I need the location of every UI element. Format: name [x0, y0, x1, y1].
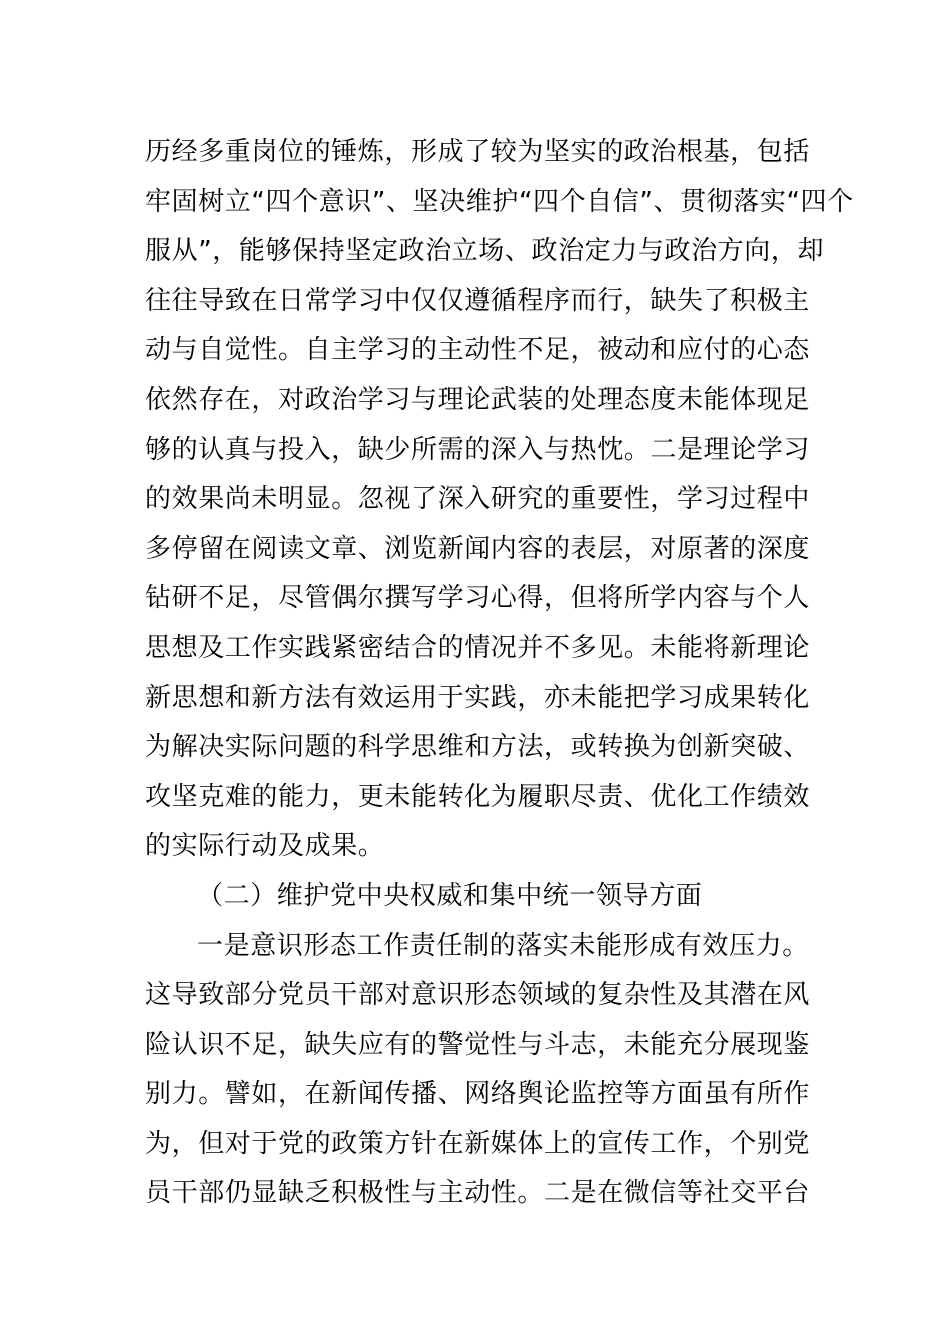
text-line: 思想及工作实践紧密结合的情况并不多见。未能将新理论 [145, 632, 811, 663]
text-line: 服从”，能够保持坚定政治立场、政治定力与政治方向，却 [145, 236, 825, 267]
section-heading: （二）维护党中央权威和集中统一领导方面 [197, 880, 703, 911]
paragraph-first-line: 一是意识形态工作责任制的落实未能形成有效压力。 [197, 930, 809, 961]
text-line: 险认识不足，缺失应有的警觉性与斗志，未能充分展现鉴 [145, 1029, 811, 1060]
text-line: 钻研不足，尽管偶尔撰写学习心得，但将所学内容与个人 [145, 583, 811, 614]
text-line: 员干部仍显缺乏积极性与主动性。二是在微信等社交平台 [145, 1178, 811, 1209]
text-line: 够的认真与投入，缺少所需的深入与热忱。二是理论学习 [145, 434, 811, 465]
text-line: 为，但对于党的政策方针在新媒体上的宣传工作，个别党 [145, 1128, 811, 1159]
text-line: 这导致部分党员干部对意识形态领域的复杂性及其潜在风 [145, 980, 811, 1011]
text-line: 的实际行动及成果。 [145, 831, 385, 862]
text-line: 历经多重岗位的锤炼，形成了较为坚实的政治根基，包括 [145, 137, 811, 167]
text-line: 多停留在阅读文章、浏览新闻内容的表层，对原著的深度 [145, 533, 811, 564]
text-line: 攻坚克难的能力，更未能转化为履职尽责、优化工作绩效 [145, 781, 811, 812]
text-line: 依然存在，对政治学习与理论武装的处理态度未能体现足 [145, 384, 811, 415]
document-body [145, 128, 854, 1219]
text-line: 的效果尚未明显。忽视了深入研究的重要性，学习过程中 [145, 484, 811, 515]
text-line: 往往导致在日常学习中仅仅遵循程序而行，缺失了积极主 [145, 285, 811, 316]
text-line: 新思想和新方法有效运用于实践，亦未能把学习成果转化 [145, 682, 811, 713]
text-line: 别力。譬如，在新闻传播、网络舆论监控等方面虽有所作 [145, 1079, 811, 1110]
text-line: 牢固树立“四个意识”、坚决维护“四个自信”、贯彻落实“四个 [145, 186, 854, 217]
text-line: 动与自觉性。自主学习的主动性不足，被动和应付的心态 [145, 335, 811, 366]
text-line: 为解决实际问题的科学思维和方法，或转换为创新突破、 [145, 732, 811, 763]
